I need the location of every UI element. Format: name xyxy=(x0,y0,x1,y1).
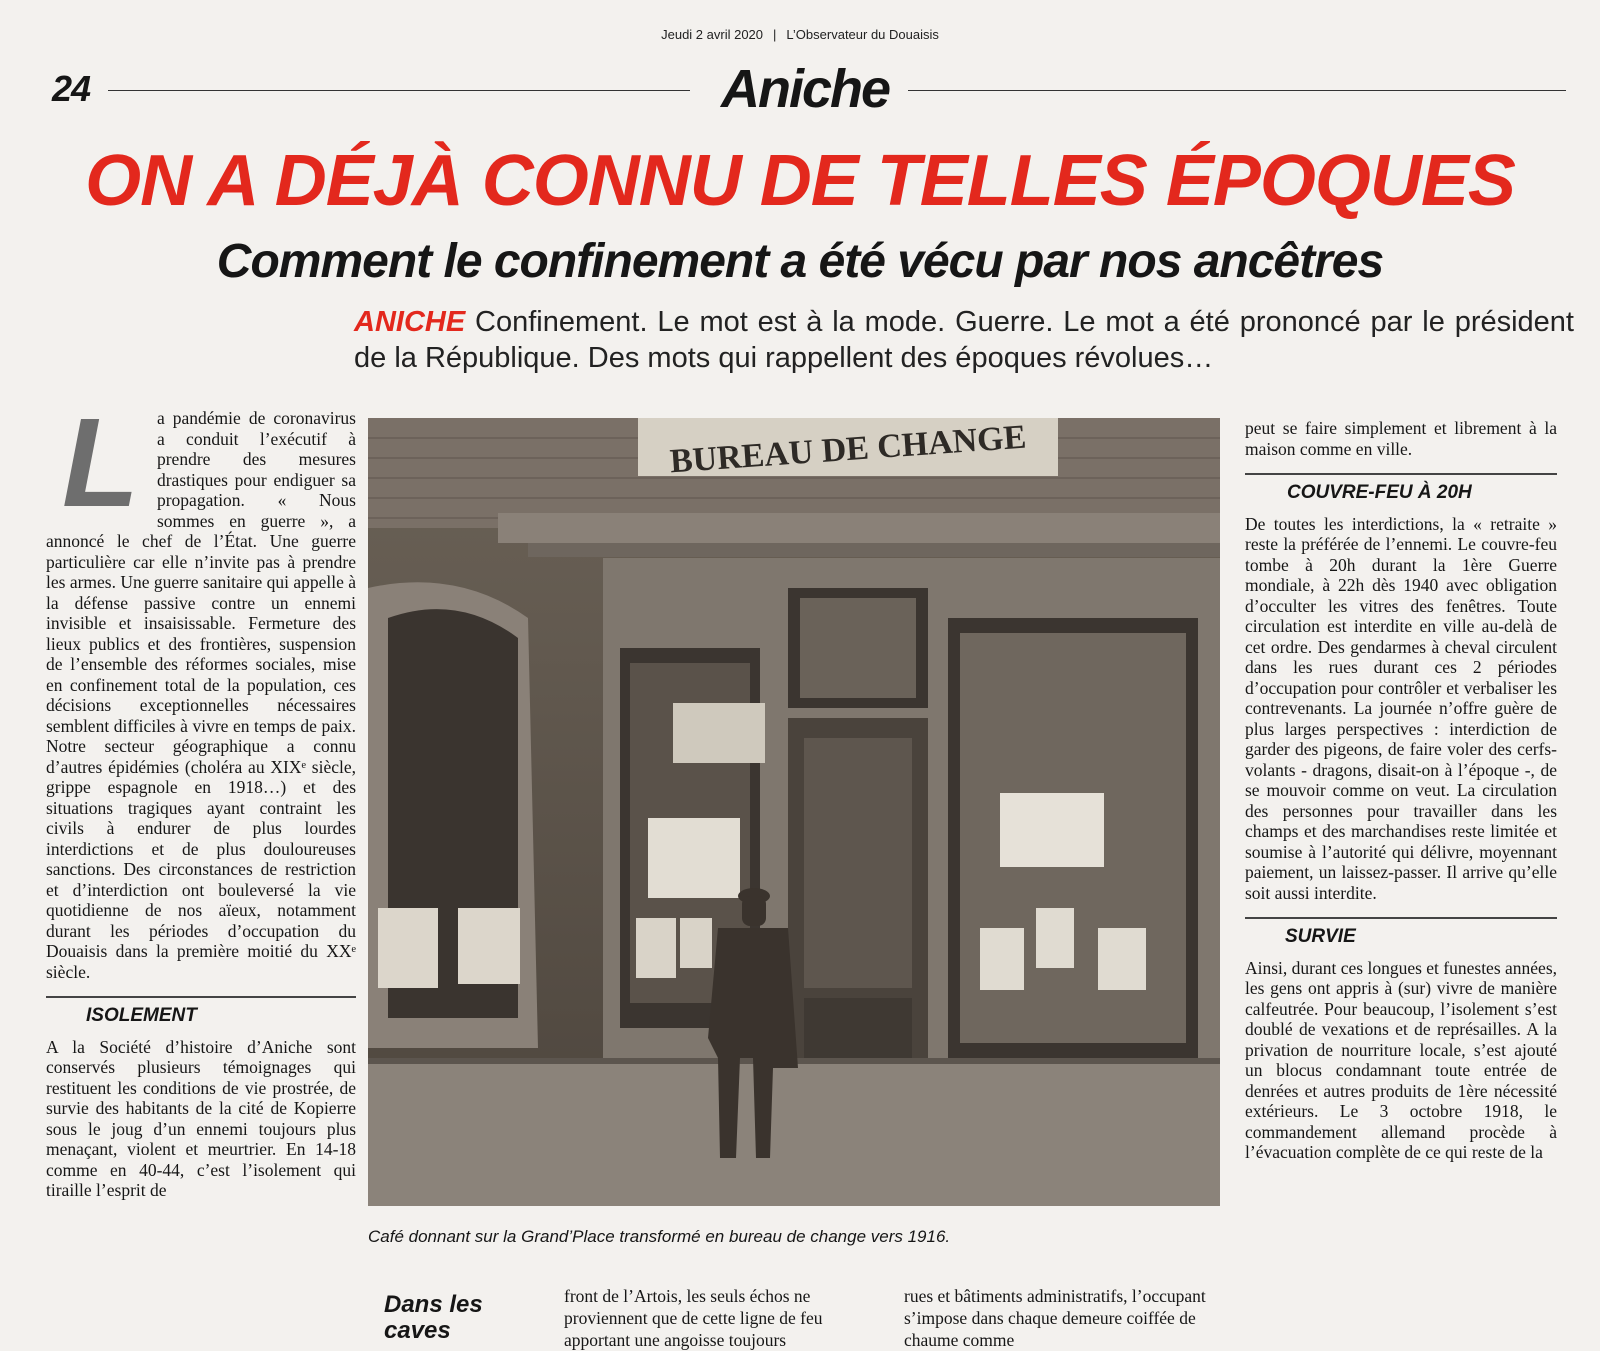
photo-caption: Café donnant sur la Grand’Place transformé en bureau de change vers 1916. xyxy=(368,1227,951,1246)
subheadline: Comment le confinement a été vécu par nos ancêtres xyxy=(216,235,1384,288)
lead-paragraph xyxy=(354,304,1574,376)
issue-date: Jeudi 2 avril 2020 xyxy=(661,27,764,42)
drop-cap: L xyxy=(62,392,139,533)
photo-sign: BUREAU DE CHANGE xyxy=(668,418,1028,481)
headline: ON A DÉJÀ CONNU DE TELLES ÉPOQUES xyxy=(85,141,1515,221)
subhead-rule xyxy=(46,996,356,998)
bottom-column-a: front de l’Artois, les seuls échos ne proviennent que de cette ligne de feu apportant une angoisse toujours xyxy=(564,1286,823,1350)
subhead-survie: SURVIE xyxy=(1285,926,1356,947)
column-3-intro: peut se faire simplement et librement à la maison comme en ville. xyxy=(1245,418,1557,459)
lead-text: Confinement. Le mot est à la mode. Guerre. Le mot a été prononcé par le président de la République. Des mots qui rappellent des époques révolues… xyxy=(354,306,1574,374)
dateline-separator: | xyxy=(773,27,777,42)
subhead-couvre-feu: COUVRE-FEU À 20H xyxy=(1287,482,1472,503)
box-title-line-2: caves xyxy=(384,1317,451,1344)
dateline xyxy=(0,27,1600,42)
column-3-body-1: De toutes les interdictions, la « retraite » reste la préférée de l’ennemi. Le couvre-feu tombe à 20h durant la 1ère Guerre mondiale, à 22h dès 1940 avec obligation d’occulter les vitres des fenêtres. Toute circulation est interdite en ville au-delà de cet ordre. Des gendarmes à cheval circulent dans les rues durant ces 2 périodes d’occupation pour contrôler et verbaliser les contrevenants. La journée n’offre guère de plus larges perspectives : interdiction de garder des pigeons, de faire voler des cerfs-volants - dragons, disait-on à l’époque -, de se mouvoir comme on veut. La circulation des personnes pour travailler dans les champs et des marchandises reste limitée et soumise à l’autorité qui délivre, moyennant paiement, un laissez-passer. Il arrive qu’elle soit aussi interdite. xyxy=(1245,513,1557,903)
header-rule-left xyxy=(108,90,690,91)
article-column-1 xyxy=(46,392,357,1201)
page-number: 24 xyxy=(52,68,91,109)
header-rule-right xyxy=(908,90,1566,91)
subhead-rule xyxy=(1245,473,1557,475)
publication-name: L’Observateur du Douaisis xyxy=(786,27,939,42)
box-title-line-1: Dans les xyxy=(384,1291,483,1318)
section-title: Aniche xyxy=(720,59,890,119)
bottom-column-b: rues et bâtiments administratifs, l’occupant s’impose dans chaque demeure coiffée de chaume comme xyxy=(904,1286,1206,1350)
column-3-body-2: Ainsi, durant ces longues et funestes années, les gens ont appris à (sur) vivre de manière calfeutrée. Pour beaucoup, l’isolement s’est doublé de vexations et de représailles. A la privation de nourriture locale, s’est ajouté un blocus condamnant toute entrée de denrées et autres produits de 1ère nécessité extérieurs. Le 3 octobre 1918, le commandement allemand procède à l’évacuation complète de ce qui reste de la xyxy=(1245,957,1558,1162)
subhead-rule xyxy=(1245,917,1557,919)
subhead-isolement: ISOLEMENT xyxy=(86,1005,197,1026)
column-1-body-2: A la Société d’histoire d’Aniche sont conservés plusieurs témoignages qui restituent les conditions de vie prostrée, de survie des habitants de la cité de Kopierre sous le joug d’un ennemi toujours plus menaçant, violent et meurtrier. En 14-18 comme en 40-44, c’est l’isolement qui tiraille l’esprit de xyxy=(46,1036,356,1200)
article-column-3 xyxy=(1245,418,1557,1163)
historical-photo xyxy=(368,418,1220,1206)
column-1-body: a pandémie de coronavirus a conduit l’exécutif à prendre des mesures drastiques pour endiguer sa propagation. « Nous sommes en guerre », a annoncé le chef de l’État. Une guerre particulière car elle n’invite pas à prendre les armes. Une guerre sanitaire qui appelle à la défense passive contre un ennemi invisible et insaisissable. Fermeture des lieux publics et des frontières, suspension de l’ensemble des réformes sociales, mise en confinement total de la population, ces décisions exceptionnelles nécessaires semblent difficiles à vivre en temps de paix. Notre secteur géographique a connu d’autres épidémies (choléra au XIXᵉ siècle, grippe espagnole en 1918…) et des situations tragiques ayant contraint les civils à endurer de plus lourdes interdictions et de plus douloureuses sanctions. Des circonstances de restriction et d’interdiction ont bouleversé la vie quotidienne de nos aïeux, notamment durant les périodes d’occupation du Douaisis dans la première moitié du XXᵉ siècle. xyxy=(46,408,357,982)
box-title xyxy=(384,1292,534,1344)
lead-kicker: ANICHE xyxy=(354,306,466,338)
